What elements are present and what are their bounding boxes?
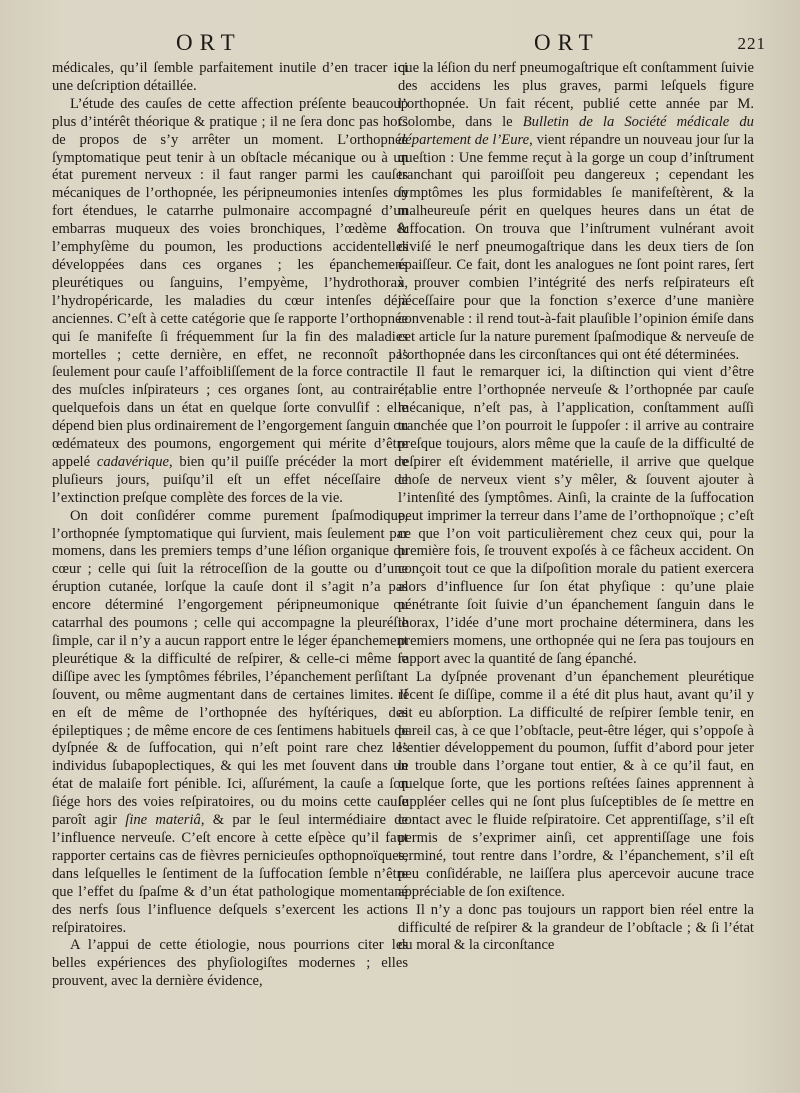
running-head-left: ORT <box>176 30 242 55</box>
running-head-right: ORT <box>534 30 600 55</box>
paragraph <box>52 96 408 508</box>
page-number: 221 <box>737 34 766 53</box>
paragraph-text: que la léſion du nerf pneumogaſtrique eſt conſtamment ſuivie des accidens les plus graves, parmi leſquels figure l’orthopnée. Un fait récent, publié cette année par M. Colombe, dans le <box>398 60 754 130</box>
left-column <box>52 60 408 991</box>
paragraph: médicales, qu’il ſemble parfaitement inutile d’en tracer ici une deſcription détaillée. <box>52 60 408 94</box>
paragraph-text: , bien qu’il puiſſe précéder la mort de pluſieurs jours, puiſqu’il eſt un effet néceſſaire de l’extinction preſque complète des forces de la vie. <box>52 453 408 506</box>
paragraph-text: On doit conſidérer comme purement ſpaſmodique, l’orthopnée ſymptomatique qui ſurvient, mais ſeulement par momens, dans les premiers temps d’une léſion organique du cœur ; celle qui ſuit la rétroceſſion de la goutte ou d’une éruption cutanée, lorſque la cauſe dont il s’agit n’a pas encore déterminé l’engorgement péripneumonique ou catarrhal des poumons ; celle qui accompagne la pleuréſie ſimple, car il n’y a aucun rapport entre le léger épanchement pleurétique & la difficulté de reſpirer, & celle-ci même ſe diſſipe avec les ſymptômes fébriles, l’épanchement perſiſtant ſouvent, ou même augmentant dans de certaines limites. Il en eſt de même de l’orthopnée des hyſtériques, des épileptiques ; de même encore de ces ſentimens habituels de dyſpnée & de ſuffocation, qui n’eſt point rare chez les individus ſubapoplectiques, & qui les met ſouvent dans un état de malaiſe fort pénible. Ici, aſſurément, la cauſe a ſon ſiége hors des voies reſpiratoires, ou du moins cette cauſe paroît agir <box>52 507 408 829</box>
paragraph-text: L’étude des cauſes de cette affection préſente beaucoup plus d’intérêt théorique & pratique ; il ne ſera donc pas hors de propos de s’y arrêter un moment. L’orthopnée ſymptomatique peut tenir à un obſtacle mécanique ou à un état purement nerveux : il faut ranger parmi les cauſes mécaniques de l’orthopnée, les péripneumonies intenſes ou fort étendues, le catarrhe pulmonaire accompagné d’un embarras muqueux des voies bronchiques, l’œdème & l’emphyſème du poumon, les productions accidentelles développées dans ces organes ; les épanchemens pleurétiques ou ſanguins, l’empyème, l’hydrothorax, l’hydropéricarde, les maladies du cœur intenſes déjà anciennes. C’eſt à cette catégorie que ſe rapporte l’orthopnée qui ſe manifeſte ſi fréquemment ſur la fin des maladies mortelles ; cette dernière, en effet, ne reconnoît pas ſeulement pour cauſe l’affoibliſſement de la force contractile des muſcles inſpirateurs ; ces organes ſont, au contraire, quelquefois dans un état en quelque ſorte convulſif : elle dépend bien plus ordinairement de l’engorgement ſanguin ou œdémateux des poumons, engorgement qui mérite d’être appelé <box>52 95 408 470</box>
italic-title: Bulletin de la Société médicale du département de l’Eure <box>398 113 754 148</box>
running-header <box>0 30 800 60</box>
paragraph: A l’appui de cette étiologie, nous pourrions citer les belles expériences des phyſiologiſtes modernes ; elles prouvent, avec la dernière évidence, <box>52 937 408 990</box>
paragraph: Il faut le remarquer ici, la diſtinction qui vient d’être établie entre l’orthopnée nerveuſe & l’orthopnée par cauſe mécanique, n’eſt pas, à l’application, conſtamment auſſi tranchée que l’on pourroit le ſuppoſer : il arrive au contraire preſque toujours, alors même que la cauſe de la difficulté de reſpirer eſt évidemment matérielle, il arrive que quelque choſe de nerveux vient s’y mêler, & ſouvent ajouter à l’intenſité des ſymptômes. Ainſi, la crainte de la ſuffocation peut imprimer la terreur dans l’ame de l’orthopnoïque ; c’eſt ce que l’on voit particulièrement chez ceux qui, pour la première fois, ſe trouvent expoſés à ce fâcheux accident. On conçoit tout ce que la diſpoſition morale du patient exercera alors d’influence ſur ſon état phyſique : qu’une plaie pénétrante ſoit ſuivie d’un épanchement ſanguin dans le thorax, l’idée d’une mort prochaine déterminera, dans les premiers momens, une orthopnée qui ne ſera pas toujours en rapport avec la quantité de ſang épanché. <box>398 364 754 667</box>
italic-term: cadavérique <box>96 453 169 470</box>
right-column <box>398 60 754 955</box>
paragraph <box>52 508 408 938</box>
paragraph-text: , vient répandre un nouveau jour ſur la queſtion : Une femme reçut à la gorge un coup d’inſtrument tranchant qui paroiſſoit peu dangereux ; cependant les ſymptômes les plus formidables ſe manifeſtèrent, & la malheureuſe périt en quelques heures dans un état de ſuffocation. On trouva que l’inſtrument vulnérant avoit diviſé le nerf pneumogaſtrique dans les deux tiers de ſon épaiſſeur. Ce fait, dont les analogues ne ſont point rares, ſert à prouver combien l’intégrité des nerfs reſpirateurs eſt néceſſaire pour que la fonction s’exerce d’une manière convenable : il rend tout-à-fait plauſible l’opinion émiſe dans cet article ſur la nature purement ſpaſmodique & nerveuſe de l’orthopnée dans les circonſtances qui ont été déterminées. <box>398 131 754 363</box>
paragraph <box>398 60 754 364</box>
paragraph-text: , & par le ſeul intermédiaire de l’influence nerveuſe. C’eſt encore à cette eſpèce qu’il faut rapporter certains cas de fièvres pernicieuſes opthopnoïques, dans leſquelles le ſentiment de la ſuffocation ſemble n’être que l’effet du ſpaſme & d’un état pathologique momentané des nerfs ſous l’influence deſquels s’exercent les actions reſpiratoires. <box>52 812 408 936</box>
italic-term: ſine materiâ <box>125 812 201 829</box>
paragraph: La dyſpnée provenant d’un épanchement pleurétique récent ſe diſſipe, comme il a été dit plus haut, avant qu’il y ait eu abſorption. La difficulté de reſpirer ſemble tenir, en pareil cas, à ce que l’obſtacle, peut-être léger, qui s’oppoſe à l’entier développement du poumon, ſuffit d’abord pour jeter le trouble dans l’organe tout entier, & à ce qu’il faut, en quelque ſorte, que les portions reſtées ſaines apprennent à ſuppléer celles qui ne ſont plus ſuſceptibles de ſe mettre en contact avec le fluide reſpiratoire. Cet apprentiſſage, s’il eſt permis de s’exprimer ainſi, cet apprentiſſage une fois terminé, tout rentre dans l’ordre, & l’épanchement, s’il eſt peu conſidérable, ne laiſſera plus apercevoir aucune trace appréciable de ſon exiſtence. <box>398 668 754 900</box>
paragraph: Il n’y a donc pas toujours un rapport bien réel entre la difficulté de reſpirer & la grandeur de l’obſtacle ; & ſi l’état du moral & la circonſtance <box>398 901 754 954</box>
